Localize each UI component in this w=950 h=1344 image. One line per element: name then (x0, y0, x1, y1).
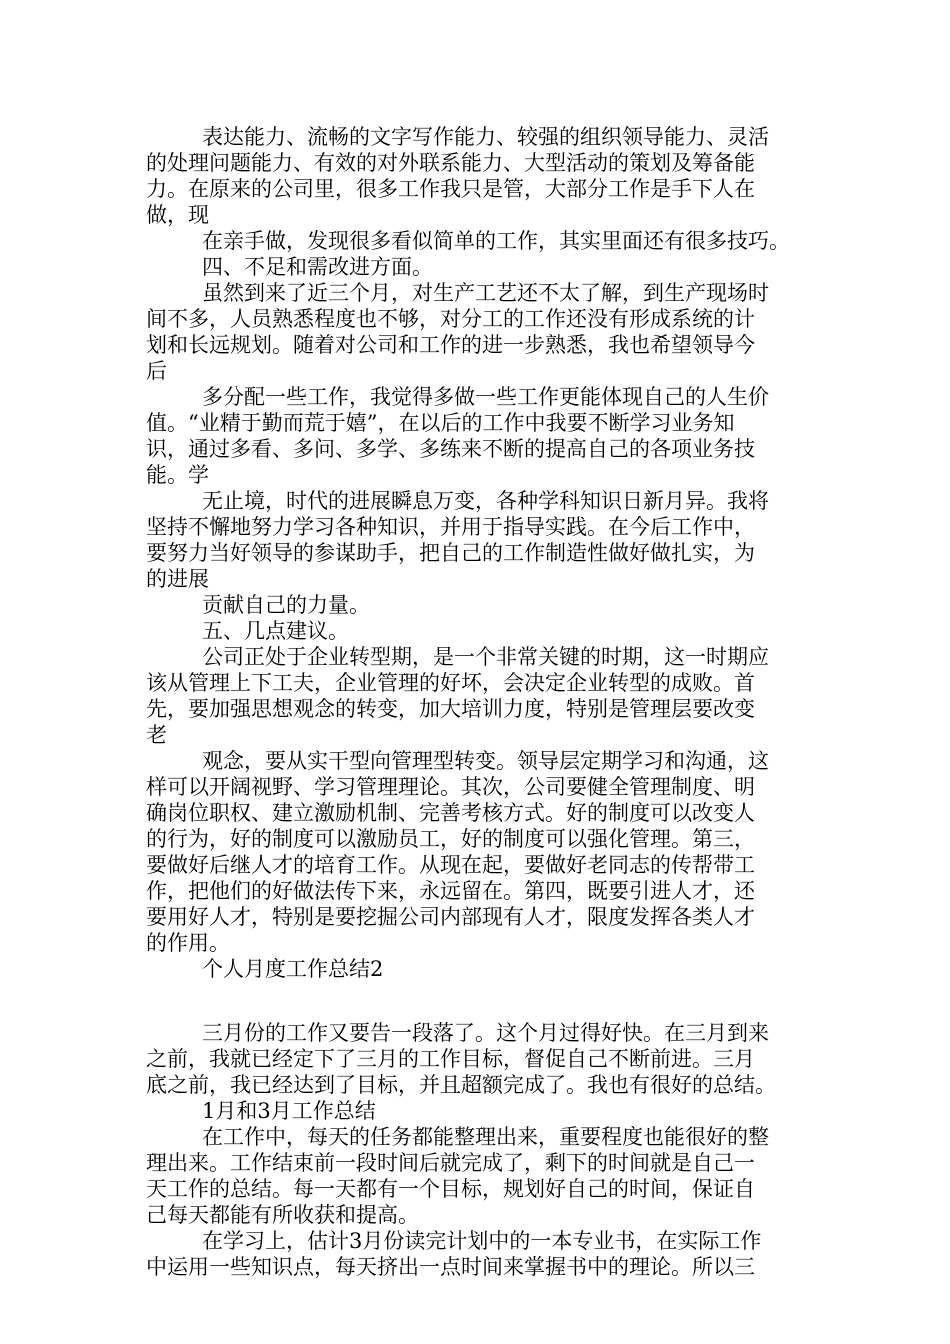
text-line: 己每天都能有所收获和提高。 (146, 1203, 419, 1227)
text-line: 的进展 (146, 567, 209, 591)
text-line: 确岗位职权、建立激励机制、完善考核方式。好的制度可以改变人 (146, 801, 755, 825)
text-line: 先，要加强思想观念的转变，加大培训力度，特别是管理层要改变 (146, 697, 755, 721)
text-line: 表达能力、流畅的文字写作能力、较强的组织领导能力、灵活 (202, 125, 769, 149)
text-line: 能。学 (146, 463, 209, 487)
text-line: 在亲手做，发现很多看似简单的工作，其实里面还有很多技巧。 (202, 229, 790, 253)
text-line: 作，把他们的好做法传下来，永远留在。第四，既要引进人才，还 (146, 879, 755, 903)
text-line: 间不多，人员熟悉程度也不够，对分工的工作还没有形成系统的计 (146, 307, 755, 331)
text-line: 识，通过多看、多问、多学、多练来不断的提高自己的各项业务技 (146, 437, 755, 461)
text-line: 要做好后继人才的培育工作。从现在起，要做好老同志的传帮带工 (146, 853, 755, 877)
text-line: 中运用一些知识点，每天挤出一点时间来掌握书中的理论。所以三 (146, 1255, 755, 1279)
section-heading: 四、不足和需改进方面。 (202, 255, 433, 279)
text-line: 底之前，我已经达到了目标，并且超额完成了。我也有很好的总结。 (146, 1073, 776, 1097)
text-line: 天工作的总结。每一天都有一个目标，规划好自己的时间，保证自 (146, 1177, 755, 1201)
text-line: 虽然到来了近三个月，对生产工艺还不太了解，到生产现场时 (202, 281, 769, 305)
text-line: 要努力当好领导的参谋助手，把自己的工作制造性做好做扎实，为 (146, 541, 755, 565)
text-line: 力。在原来的公司里，很多工作我只是管，大部分工作是手下人在 (146, 177, 755, 201)
document-subtitle: 个人月度工作总结2 (202, 957, 384, 981)
text-line: 多分配一些工作，我觉得多做一些工作更能体现自己的人生价 (202, 385, 769, 409)
text-line: 观念，要从实干型向管理型转变。领导层定期学习和沟通，这 (202, 749, 769, 773)
section-heading: 五、几点建议。 (202, 619, 349, 643)
text-line: 之前，我就已经定下了三月的工作目标，督促自己不断前进。三月 (146, 1047, 755, 1071)
text-line: 在学习上，估计3月份读完计划中的一本专业书，在实际工作 (202, 1229, 762, 1253)
text-line: 后 (146, 359, 167, 383)
section-heading: 1月和3月工作总结 (202, 1099, 376, 1123)
text-line: 老 (146, 723, 167, 747)
text-line: 在工作中，每天的任务都能整理出来，重要程度也能很好的整 (202, 1125, 769, 1149)
text-line: 公司正处于企业转型期，是一个非常关键的时期，这一时期应 (202, 645, 769, 669)
text-line: 该从管理上下工夫，企业管理的好坏，会决定企业转型的成败。首 (146, 671, 755, 695)
text-line: 要用好人才，特别是要挖掘公司内部现有人才，限度发挥各类人才 (146, 905, 755, 929)
text-line: 划和长远规划。随着对公司和工作的进一步熟悉，我也希望领导今 (146, 333, 755, 357)
text-line: 坚持不懈地努力学习各种知识，并用于指导实践。在今后工作中， (146, 515, 755, 539)
text-line: 做，现 (146, 203, 209, 227)
text-line: 的处理问题能力、有效的对外联系能力、大型活动的策划及筹备能 (146, 151, 755, 175)
text-line: 贡献自己的力量。 (202, 593, 370, 617)
text-line: 的作用。 (146, 931, 230, 955)
text-line: 样可以开阔视野、学习管理理论。其次，公司要健全管理制度、明 (146, 775, 755, 799)
text-line: 三月份的工作又要告一段落了。这个月过得好快。在三月到来 (202, 1021, 769, 1045)
text-line: 理出来。工作结束前一段时间后就完成了，剩下的时间就是自己一 (146, 1151, 755, 1175)
text-line: 的行为，好的制度可以激励员工，好的制度可以强化管理。第三， (146, 827, 755, 851)
text-line: 无止境，时代的进展瞬息万变，各种学科知识日新月异。我将 (202, 489, 769, 513)
text-line: 值。“业精于勤而荒于嬉”，在以后的工作中我要不断学习业务知 (146, 411, 735, 435)
